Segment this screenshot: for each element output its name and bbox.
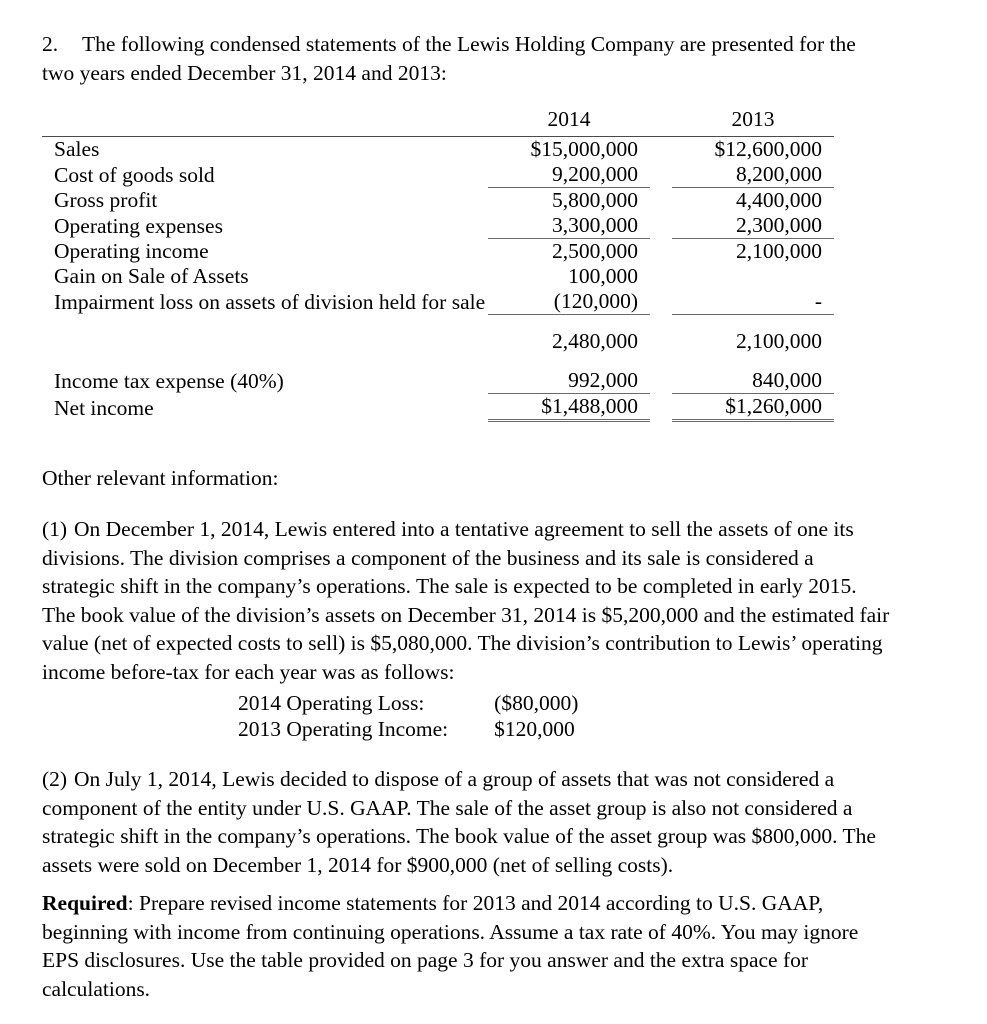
spacer-cell [650,354,672,368]
mini-list-label: 2013 Operating Income: [238,717,449,741]
row-pad [650,368,672,394]
table-row [42,137,834,163]
list-item [238,716,578,742]
spacer-cell [474,315,488,330]
table-row [42,162,834,188]
row-label: Gain on Sale of Assets [54,264,249,288]
row-gap [474,188,488,214]
note-item-2 [42,765,890,879]
row-value-2013: 2,100,000 [736,329,822,353]
spacer-cell [672,354,834,368]
row-value-2013: 2,300,000 [672,213,834,239]
row-pad [650,394,672,421]
table-row [42,264,834,289]
row-gap [474,264,488,289]
spacer-cell [474,354,488,368]
row-pad [650,264,672,289]
row-label: Sales [54,137,100,161]
row-pad [650,162,672,188]
spacer-cell [42,354,474,368]
row-value-2014: $1,488,000 [488,394,650,421]
row-value-2014: 100,000 [568,264,638,288]
column-header-2013: 2013 [731,107,775,131]
row-value-2013: 4,400,000 [736,188,822,212]
row-value-2014: 3,300,000 [488,213,650,239]
row-label: Income tax expense (40%) [54,368,284,393]
required-text: Prepare revised income statements for 2013 and 2014 according to U.S. GAAP, beginning with income from continuing operations. Assume a tax rate of 40%. You may ignore EPS disclosures. Use the table provided on page 3 for you answer and the extra space for calculations. [42,891,859,1001]
mini-list-value: $120,000 [494,717,575,741]
spacer-cell [672,315,834,330]
row-gap [474,239,488,265]
row-gap [474,368,488,394]
row-label: Cost of goods sold [54,162,215,187]
table-row [42,239,834,265]
table-row [42,329,834,354]
spacer-cell [488,315,650,330]
table-row [42,188,834,214]
row-gap [474,162,488,188]
row-value-2013: 2,100,000 [736,239,822,263]
mini-list-value: ($80,000) [494,691,579,715]
question-block [42,30,882,88]
note-marker: (1) [42,517,68,541]
condensed-income-statement-table [42,106,834,422]
row-pad [650,213,672,239]
row-value-2013: 8,200,000 [672,162,834,188]
row-value-2014: 5,800,000 [552,188,638,212]
table-header-row [42,106,834,133]
header-blank-cell [42,106,474,133]
row-value-2014: 992,000 [488,368,650,394]
note-text: On July 1, 2014, Lewis decided to dispose of a group of assets that was not considered a component of the entity under U.S. GAAP. The sale of the asset group is also not considered a strategic shift in the company’s operations. The book value of the asset group was $800,000. The assets were sold on December 1, 2014 for $900,000 (net of selling costs). [42,767,876,877]
row-label [42,329,474,354]
division-contribution-list [238,690,578,742]
spacer-cell [650,315,672,330]
row-label: Impairment loss on assets of division held for sale [54,289,486,314]
note-marker: (2) [42,767,68,791]
other-info-heading: Other relevant information: [42,466,279,490]
table-row [42,394,834,421]
row-label: Operating income [54,239,209,263]
row-pad [650,329,672,354]
row-gap [474,329,488,354]
row-pad [650,239,672,265]
row-value-2013 [672,264,834,289]
row-label: Net income [54,395,154,420]
row-value-2013: - [672,289,834,315]
table-row [42,368,834,394]
row-pad [650,289,672,315]
required-colon: : [127,891,139,915]
header-pad-cell [650,106,672,133]
row-gap [474,213,488,239]
row-value-2013: 840,000 [672,368,834,394]
row-value-2014: $15,000,000 [530,137,638,161]
row-gap [474,394,488,421]
spacer-cell [488,354,650,368]
row-value-2013: $12,600,000 [714,137,822,161]
table-spacer-row [42,315,834,330]
table-row [42,213,834,239]
mini-list-label: 2014 Operating Loss: [238,691,425,715]
header-gap-cell [474,106,488,133]
column-header-2014: 2014 [547,107,591,131]
required-label: Required [42,891,128,915]
row-label: Operating expenses [54,213,223,238]
note-item-1 [42,515,890,687]
row-value-2013: $1,260,000 [672,394,834,421]
row-value-2014: (120,000) [488,289,650,315]
list-item [238,690,578,716]
row-value-2014: 2,480,000 [552,329,638,353]
row-gap [474,137,488,163]
row-value-2014: 2,500,000 [552,239,638,263]
note-text: On December 1, 2014, Lewis entered into a tentative agreement to sell the assets of one its divisions. The division comprises a component of the business and its sale is considered a strategic shift in the company’s operations. The sale is expected to be completed in early 2015. The book value of the division’s assets on December 31, 2014 is $5,200,000 and the estimated fair value (net of expected costs to sell) is $5,080,000. The division’s contribution to Lewis’ operating income before-tax for each year was as follows: [42,517,890,684]
row-label: Gross profit [54,188,158,212]
table-spacer-row [42,354,834,368]
required-block [42,889,894,1003]
question-marker: 2. [42,32,59,56]
row-value-2014: 9,200,000 [488,162,650,188]
row-pad [650,137,672,163]
question-text: The following condensed statements of the Lewis Holding Company are presented for the two years ended December 31, 2014 and 2013: [42,32,856,85]
table-row [42,289,834,315]
spacer-cell [42,315,474,330]
row-pad [650,188,672,214]
